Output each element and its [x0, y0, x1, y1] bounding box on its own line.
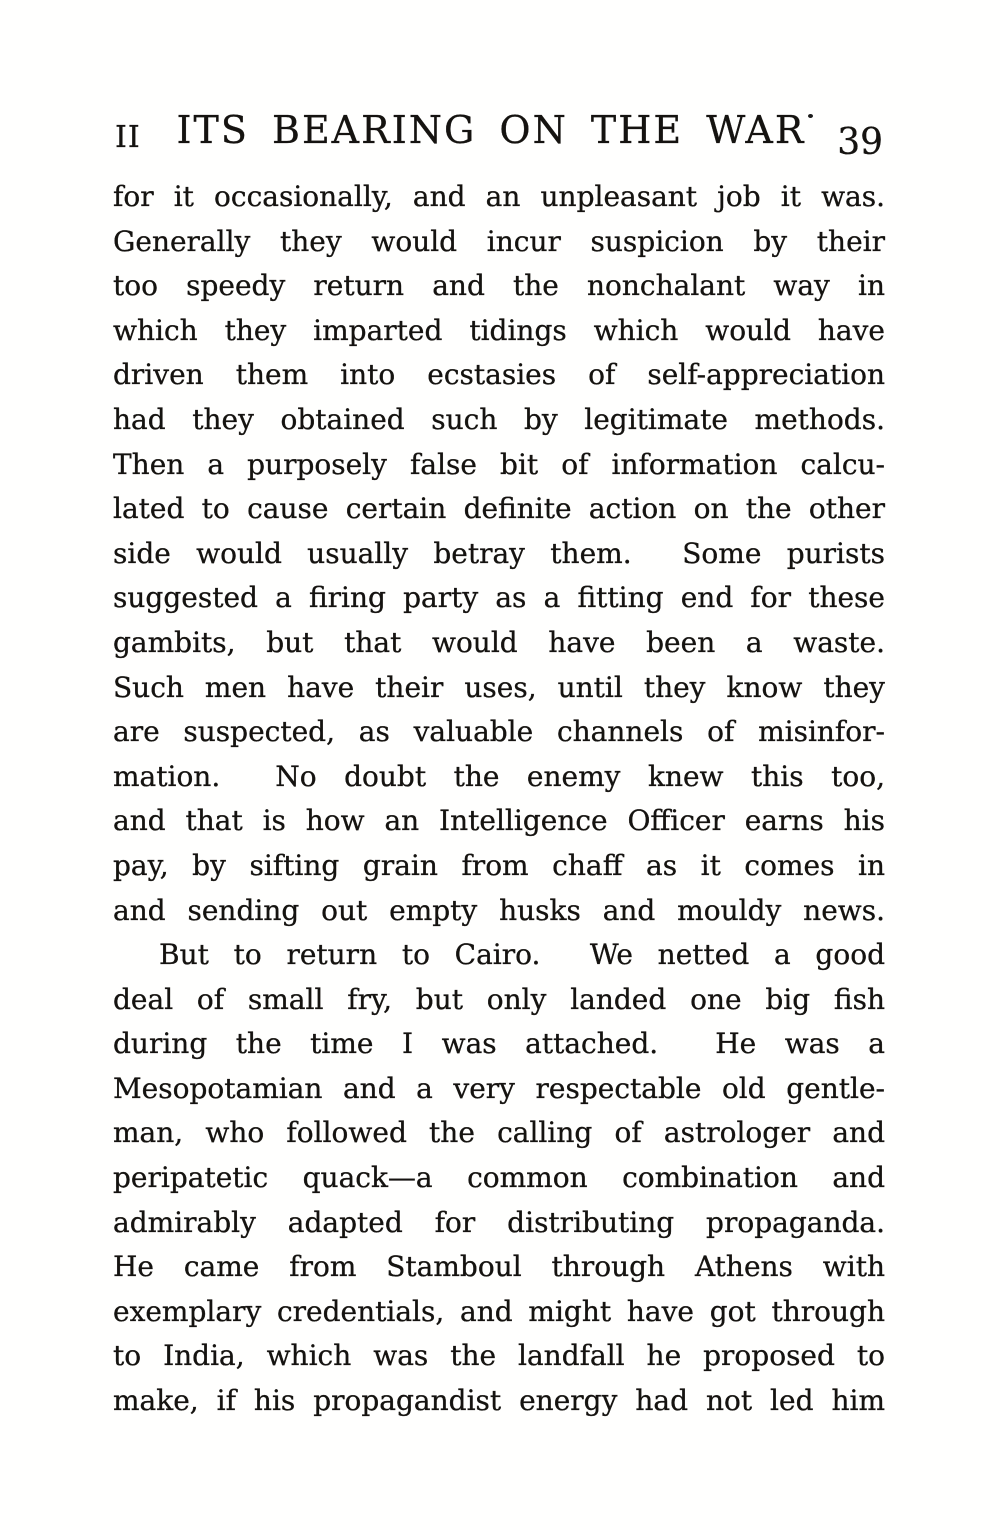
text-line: had they obtained such by legitimate methods. [113, 402, 885, 436]
text-line: and that is how an Intelligence Officer earns his [113, 804, 885, 838]
text-line: Such men have their uses, until they know they [113, 670, 885, 704]
text-line: which they imparted tidings which would have [113, 313, 885, 347]
text-line: to India, which was the landfall he proposed to [113, 1339, 885, 1373]
page-header [113, 106, 885, 166]
text-line: Generally they would incur suspicion by their [113, 224, 885, 258]
text-line: But to return to Cairo. We netted a good [159, 938, 885, 972]
paragraph [113, 175, 885, 933]
text-line: suggested a firing party as a fitting end for these [113, 581, 885, 615]
text-line: He came from Stamboul through Athens with [113, 1250, 885, 1284]
text-line: exemplary credentials, and might have got through [113, 1294, 885, 1328]
text-line: admirably adapted for distributing propaganda. [113, 1205, 885, 1239]
text-line: gambits, but that would have been a waste. [113, 625, 885, 659]
text-line: Mesopotamian and a very respectable old gentle- [113, 1071, 885, 1105]
text-line: mation. No doubt the enemy knew this too, [113, 759, 885, 793]
text-line: lated to cause certain definite action on the other [113, 492, 885, 526]
text-line: pay, by sifting grain from chaff as it comes in [113, 848, 885, 882]
text-line: man, who followed the calling of astrologer and [113, 1116, 885, 1150]
chapter-number: II [115, 120, 141, 155]
text-line: driven them into ecstasies of self-appreciation [113, 358, 885, 392]
page-body [113, 175, 885, 1424]
text-line: during the time I was attached. He was a [113, 1027, 885, 1061]
running-title: ITS BEARING ON THE WAR [176, 108, 806, 152]
text-line: too speedy return and the nonchalant way in [113, 269, 885, 303]
page-number: 39 [837, 122, 883, 163]
paragraph [113, 933, 885, 1424]
text-line: make, if his propagandist energy had not led him [113, 1384, 885, 1418]
text-line: and sending out empty husks and mouldy news. [113, 893, 885, 927]
text-line: peripatetic quack—a common combination and [113, 1161, 885, 1195]
text-line: Then a purposely false bit of information calcu- [113, 447, 885, 481]
text-line: side would usually betray them. Some purists [113, 536, 885, 570]
text-line: are suspected, as valuable channels of misinfor- [113, 715, 885, 749]
text-line: deal of small fry, but only landed one big fish [113, 982, 885, 1016]
text-line: for it occasionally, and an unpleasant job it was. [113, 180, 885, 213]
ink-speck [808, 114, 813, 118]
